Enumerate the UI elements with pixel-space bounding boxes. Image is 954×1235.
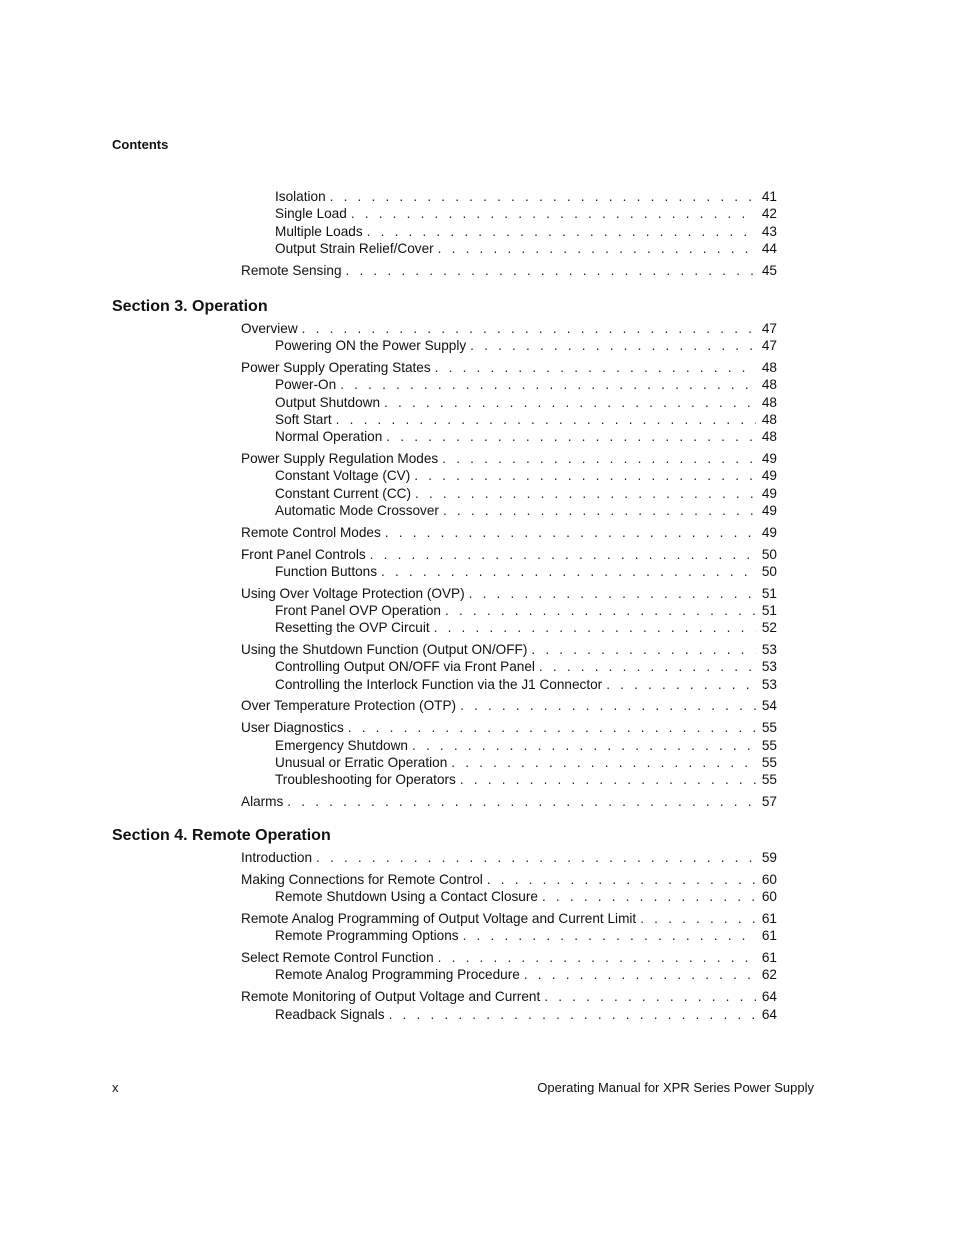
toc-group: [112, 641, 777, 693]
toc-entry-title: Unusual or Erratic Operation: [275, 754, 448, 770]
toc-entry-page: 55: [761, 737, 777, 753]
toc-group: [112, 949, 777, 984]
toc-entry[interactable]: [112, 485, 777, 502]
toc-entry[interactable]: [112, 320, 777, 337]
toc-entry[interactable]: [112, 719, 777, 736]
toc-group: [112, 697, 777, 714]
toc-entry-title: Emergency Shutdown: [275, 737, 408, 753]
dot-leader: [445, 602, 756, 619]
toc-entry-title: Normal Operation: [275, 429, 383, 445]
toc-entry-page: 57: [761, 793, 777, 809]
table-of-contents: [112, 188, 777, 1023]
toc-entry-page: 50: [761, 546, 777, 562]
toc-entry-page: 49: [761, 468, 777, 484]
toc-entry-page: 51: [761, 585, 777, 601]
toc-group: [112, 793, 777, 810]
dot-leader: [438, 949, 756, 966]
dot-leader: [302, 320, 756, 337]
toc-entry[interactable]: [112, 1006, 777, 1023]
toc-entry[interactable]: [112, 676, 777, 693]
toc-entry[interactable]: [112, 888, 777, 905]
toc-entry-title: Remote Analog Programming of Output Voltage and Current Limit: [241, 911, 637, 927]
toc-entry-page: 49: [761, 451, 777, 467]
toc-entry-title: Troubleshooting for Operators: [275, 772, 456, 788]
dot-leader: [539, 658, 756, 675]
dot-leader: [336, 411, 756, 428]
toc-entry-page: 48: [761, 429, 777, 445]
dot-leader: [434, 619, 756, 636]
toc-entry-page: 48: [761, 394, 777, 410]
toc-entry-page: 47: [761, 320, 777, 336]
toc-group: [112, 585, 777, 637]
toc-entry-page: 42: [761, 206, 777, 222]
toc-entry[interactable]: [112, 502, 777, 519]
dot-leader: [385, 524, 756, 541]
toc-entry-title: Remote Control Modes: [241, 524, 381, 540]
toc-entry-title: Making Connections for Remote Control: [241, 872, 483, 887]
dot-leader: [340, 376, 756, 393]
toc-entry[interactable]: [112, 988, 777, 1005]
toc-entry[interactable]: [112, 524, 777, 541]
toc-entry[interactable]: [112, 927, 777, 944]
dot-leader: [415, 485, 756, 502]
toc-entry-page: 61: [761, 928, 777, 944]
toc-entry-title: Output Shutdown: [275, 394, 381, 410]
toc-entry[interactable]: [112, 910, 777, 927]
toc-group: [112, 849, 777, 866]
dot-leader: [451, 754, 756, 771]
dot-leader: [542, 888, 756, 905]
toc-entry-title: Over Temperature Protection (OTP): [241, 698, 457, 714]
toc-entry-title: Function Buttons: [275, 563, 378, 579]
toc-entry-page: 41: [761, 189, 777, 204]
dot-leader: [460, 697, 756, 714]
dot-leader: [640, 910, 756, 927]
dot-leader: [524, 966, 756, 983]
toc-entry-title: Overview: [241, 320, 298, 336]
dot-leader: [442, 450, 756, 467]
dot-leader: [316, 849, 756, 866]
toc-entry-page: 59: [761, 850, 777, 866]
toc-group: [112, 359, 777, 445]
toc-entry[interactable]: [112, 619, 777, 636]
toc-entry-page: 61: [761, 911, 777, 927]
toc-entry-page: 55: [761, 754, 777, 770]
toc-entry-title: Remote Analog Programming Procedure: [275, 967, 520, 983]
toc-entry-page: 60: [761, 872, 777, 887]
toc-entry[interactable]: [112, 205, 777, 222]
toc-entry-page: 49: [761, 485, 777, 501]
dot-leader: [330, 188, 756, 205]
toc-entry-title: Power Supply Regulation Modes: [241, 451, 439, 467]
toc-entry[interactable]: [112, 585, 777, 602]
toc-entry-page: 55: [761, 720, 777, 736]
toc-entry-page: 50: [761, 563, 777, 579]
toc-entry-page: 48: [761, 360, 777, 376]
dot-leader: [370, 546, 756, 563]
toc-entry[interactable]: [112, 563, 777, 580]
dot-leader: [381, 563, 756, 580]
dot-leader: [460, 771, 756, 788]
toc-group: [112, 546, 777, 581]
dot-leader: [469, 585, 756, 602]
toc-group: [112, 320, 777, 355]
toc-entry[interactable]: [112, 223, 777, 240]
dot-leader: [487, 871, 756, 888]
toc-group: [112, 262, 777, 279]
toc-entry-title: Remote Sensing: [241, 262, 342, 278]
toc-entry-title: Front Panel OVP Operation: [275, 602, 441, 618]
toc-entry-page: 48: [761, 411, 777, 427]
toc-entry[interactable]: [112, 966, 777, 983]
section-title: Section 3. Operation: [112, 297, 268, 315]
toc-group: [112, 871, 777, 906]
toc-entry-title: Introduction: [241, 850, 313, 866]
toc-entry-page: 49: [761, 502, 777, 518]
dot-leader: [287, 793, 756, 810]
dot-leader: [351, 205, 756, 222]
toc-entry-title: Using Over Voltage Protection (OVP): [241, 585, 465, 601]
toc-entry[interactable]: [112, 754, 777, 771]
dot-leader: [470, 337, 756, 354]
toc-entry[interactable]: [112, 262, 777, 279]
toc-entry-title: Power-On: [275, 377, 337, 393]
toc-group: [112, 524, 777, 541]
toc-entry-page: 43: [761, 223, 777, 239]
toc-entry-title: Constant Current (CC): [275, 485, 411, 501]
toc-group: [112, 910, 777, 945]
toc-entry[interactable]: [112, 337, 777, 354]
page-number: x: [112, 1080, 119, 1095]
toc-entry[interactable]: [112, 641, 777, 658]
toc-entry-title: Front Panel Controls: [241, 546, 366, 562]
toc-entry[interactable]: [112, 793, 777, 810]
toc-entry[interactable]: [112, 658, 777, 675]
manual-title: Operating Manual for XPR Series Power Supply: [537, 1080, 814, 1095]
dot-leader: [606, 676, 756, 693]
toc-entry-title: Output Strain Relief/Cover: [275, 240, 434, 256]
toc-group: [112, 188, 777, 257]
toc-entry-title: Remote Programming Options: [275, 928, 459, 944]
toc-entry[interactable]: [112, 240, 777, 257]
toc-entry-title: Powering ON the Power Supply: [275, 338, 467, 354]
dot-leader: [463, 927, 756, 944]
dot-leader: [412, 737, 756, 754]
toc-entry[interactable]: [112, 467, 777, 484]
dot-leader: [367, 223, 756, 240]
toc-entry-page: 48: [761, 377, 777, 393]
dot-leader: [438, 240, 756, 257]
dot-leader: [414, 467, 756, 484]
toc-entry[interactable]: [112, 697, 777, 714]
toc-entry-title: Constant Voltage (CV): [275, 468, 411, 484]
toc-entry-page: 61: [761, 950, 777, 966]
section-title: Section 4. Remote Operation: [112, 827, 331, 845]
toc-entry-title: Soft Start: [275, 411, 332, 427]
toc-entry-page: 53: [761, 659, 777, 675]
toc-entry[interactable]: [112, 450, 777, 467]
toc-entry-page: 64: [761, 989, 777, 1005]
toc-entry-page: 44: [761, 240, 777, 256]
toc-entry[interactable]: [112, 546, 777, 563]
toc-entry[interactable]: [112, 411, 777, 428]
toc-entry-title: Readback Signals: [275, 1006, 385, 1022]
toc-entry-page: 53: [761, 676, 777, 692]
toc-entry-page: 53: [761, 642, 777, 658]
toc-group: [112, 988, 777, 1023]
toc-entry-title: Isolation: [275, 189, 326, 204]
toc-entry[interactable]: [112, 394, 777, 411]
toc-entry-title: Single Load: [275, 206, 347, 222]
dot-leader: [389, 1006, 756, 1023]
toc-entry-title: Remote Shutdown Using a Contact Closure: [275, 889, 538, 905]
toc-entry-title: Automatic Mode Crossover: [275, 502, 439, 518]
dot-leader: [348, 719, 756, 736]
dot-leader: [346, 262, 756, 279]
toc-entry-page: 55: [761, 772, 777, 788]
toc-entry[interactable]: [112, 949, 777, 966]
toc-entry-page: 47: [761, 338, 777, 354]
toc-entry-title: Alarms: [241, 793, 284, 809]
toc-entry-title: Resetting the OVP Circuit: [275, 620, 430, 636]
toc-group: [112, 719, 777, 788]
toc-entry-title: Using the Shutdown Function (Output ON/OFF): [241, 642, 528, 658]
dot-leader: [384, 394, 756, 411]
toc-group: [112, 450, 777, 519]
toc-entry-page: 54: [761, 698, 777, 714]
toc-entry-page: 64: [761, 1006, 777, 1022]
toc-entry-page: 51: [761, 602, 777, 618]
toc-entry-page: 49: [761, 524, 777, 540]
toc-entry[interactable]: [112, 849, 777, 866]
dot-leader: [435, 359, 756, 376]
toc-entry[interactable]: [112, 376, 777, 393]
toc-entry[interactable]: [112, 188, 777, 205]
toc-entry-title: Remote Monitoring of Output Voltage and Current: [241, 989, 541, 1005]
toc-entry[interactable]: [112, 771, 777, 788]
toc-entry-title: Controlling the Interlock Function via the J1 Connector: [275, 676, 603, 692]
toc-entry[interactable]: [112, 602, 777, 619]
toc-entry-title: Controlling Output ON/OFF via Front Panel: [275, 659, 535, 675]
toc-entry-title: Power Supply Operating States: [241, 360, 431, 376]
dot-leader: [531, 641, 756, 658]
toc-entry[interactable]: [112, 359, 777, 376]
toc-entry-page: 60: [761, 889, 777, 905]
dot-leader: [386, 428, 756, 445]
toc-entry[interactable]: [112, 428, 777, 445]
toc-entry-title: Select Remote Control Function: [241, 950, 434, 966]
toc-entry[interactable]: [112, 737, 777, 754]
dot-leader: [443, 502, 756, 519]
toc-entry-title: Multiple Loads: [275, 223, 363, 239]
toc-entry-page: 45: [761, 262, 777, 278]
running-head: Contents: [112, 137, 169, 152]
toc-entry-title: User Diagnostics: [241, 720, 344, 736]
toc-entry[interactable]: [112, 871, 777, 888]
toc-entry-page: 52: [761, 620, 777, 636]
toc-entry-page: 62: [761, 967, 777, 983]
dot-leader: [544, 988, 756, 1005]
